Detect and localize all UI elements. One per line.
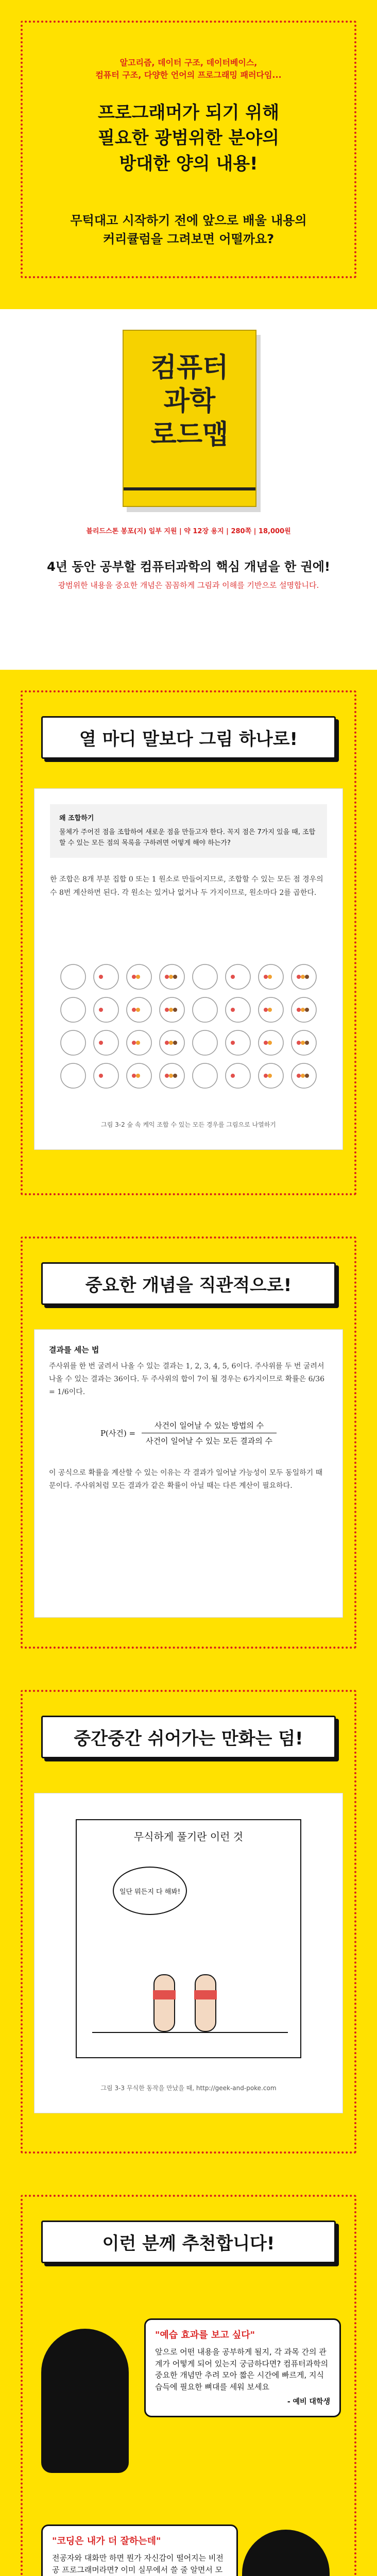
book-cover-title: 컴퓨터 과학 로드맵	[150, 352, 229, 450]
topping	[305, 1074, 309, 1078]
persona-1-silhouette	[41, 2329, 129, 2473]
book-section	[0, 309, 377, 670]
topping	[132, 975, 136, 979]
topping	[99, 1008, 103, 1012]
section-title: 열 마디 말보다 그림 하나로!	[41, 716, 336, 759]
comic-figures	[92, 1944, 288, 2047]
speech-bubble	[113, 1867, 187, 1915]
topping	[301, 975, 305, 979]
headline: 프로그래머가 되기 위해 필요한 광범위한 분야의 방대한 양의 내용!	[97, 103, 280, 174]
topping	[173, 1074, 177, 1078]
formula-lhs: P(사건) =	[100, 1428, 136, 1438]
topping	[165, 1008, 169, 1012]
topic-tags: 알고리즘, 데이터 구조, 데이터베이스, 컴퓨터 구조, 다양한 언어의 프로그래밍 패러다임...	[95, 58, 282, 80]
plate	[193, 997, 217, 1022]
topping	[305, 975, 309, 979]
topping	[136, 1074, 140, 1078]
topping	[165, 975, 169, 979]
topping	[136, 1008, 140, 1012]
topping	[132, 1008, 136, 1012]
topping	[165, 1074, 169, 1078]
topping	[301, 1074, 305, 1078]
recommend-section	[0, 2174, 377, 2576]
problem-paragraph: 한 조합은 8개 부분 집합 0 또는 1 원소로 만들어지므로, 조합할 수 있는 모든 점 경우의 수 8번 계산하면 된다. 각 원소는 있거나 없거나 두 가지이므로, 원소마다 2를 곱한다.	[50, 875, 323, 897]
topping	[297, 1074, 301, 1078]
topping	[169, 975, 173, 979]
formula-numerator: 사건이 일어날 수 있는 방법의 수	[142, 1420, 277, 1433]
persona-2-title: "코딩은 내가 더 잘하는데"	[52, 2536, 161, 2547]
plate	[94, 964, 118, 989]
concept-paragraph-2: 이 공식으로 확률을 계산할 수 있는 이유는 각 결과가 일어날 가능성이 모두 동일하기 때문이다. 주사위처럼 모든 결과가 같은 확률이 아닐 때는 다른 계산이 필요하다.	[49, 1468, 323, 1490]
section-title: 중간중간 쉬어가는 만화는 덤!	[41, 1716, 336, 1758]
persona-1-body: 앞으로 어떤 내용을 공부하게 될지, 각 과목 간의 관계가 어떻게 되어 있는지 궁금하다면? 컴퓨터과학의 중요한 개념만 추려 모아 짧은 시간에 빠르게, 지식 습득에 필요한 뼈대를 세워 보세요	[155, 2347, 329, 2392]
comic-card	[34, 1793, 343, 2113]
topping	[165, 1041, 169, 1045]
topping	[132, 1041, 136, 1045]
section-title: 이런 분께 추천합니다!	[41, 2221, 336, 2263]
topping	[132, 1074, 136, 1078]
example-card	[34, 788, 343, 1150]
topping	[305, 1008, 309, 1012]
topping	[268, 1008, 272, 1012]
plate	[61, 997, 85, 1022]
concept-heading: 결과를 세는 법	[49, 1345, 99, 1354]
plate	[193, 1063, 217, 1088]
plate	[226, 964, 250, 989]
topping	[301, 1008, 305, 1012]
concept-card	[34, 1329, 343, 1618]
topping	[264, 1074, 268, 1078]
concept-section	[0, 1216, 377, 1669]
plate	[61, 964, 85, 989]
topping	[231, 1074, 235, 1078]
topping	[231, 1041, 235, 1045]
topping	[231, 1008, 235, 1012]
topping	[268, 1041, 272, 1045]
topping	[99, 1074, 103, 1078]
summary-title: 4년 동안 공부할 컴퓨터과학의 핵심 개념을 한 권에!	[47, 560, 330, 574]
book-price: 블리드스톤 봉포(지) 일부 지원 | 약 12장 용지 | 280쪽 | 18,000원	[86, 528, 291, 535]
concept-paragraph-1: 주사위를 한 번 굴려서 나올 수 있는 결과는 1, 2, 3, 4, 5, 6이다. 주사위를 두 번 굴려서 나올 수 있는 결과는 36이다. 두 주사위의 합이 7이 될 경우는 6가지이므로 확률은 6/36 = 1/6이다.	[49, 1362, 325, 1397]
topping	[169, 1008, 173, 1012]
intro-section	[0, 0, 377, 309]
formula-denominator: 사건이 일어날 수 있는 모든 결과의 수	[146, 1436, 273, 1446]
topping	[173, 1041, 177, 1045]
topping	[297, 1041, 301, 1045]
comic-panel	[76, 1819, 301, 2058]
topping	[264, 1008, 268, 1012]
figure-caption: 그림 3-2 숲 속 케익 조합 수 있는 모든 경우를 그림으로 나열하기	[101, 1121, 276, 1128]
plate	[61, 1063, 85, 1088]
plate	[94, 1030, 118, 1055]
book-cover	[123, 330, 256, 507]
problem-box	[50, 804, 327, 858]
summary-subtitle: 광범위한 내용을 중요한 개념은 꼼꼼하게 그림과 이해를 기반으로 설명합니다.	[58, 581, 319, 590]
topping	[264, 975, 268, 979]
topping	[297, 1008, 301, 1012]
problem-heading: 왜 조합하기	[59, 815, 94, 822]
comic-title: 무식하게 풀기란 이런 것	[133, 1831, 244, 1843]
persona-2-body: 전공자와 대화만 하면 뭔가 자신감이 떨어지는 비전공 프로그래머라면? 이미 실무에서 쓸 줄 알면서 모	[52, 2553, 224, 2574]
topping	[99, 975, 103, 979]
combination-figure	[55, 959, 322, 1103]
plate	[94, 1063, 118, 1088]
curriculum-question: 무턱대고 시작하기 전에 앞으로 배울 내용의 커리큘럼을 그려보면 어떨까요?	[70, 213, 307, 246]
plate	[61, 1030, 85, 1055]
problem-text: 물체가 주어진 점을 조합하여 새로운 점을 만들고자 한다. 꼭지 점은 7가지 있을 때, 조합할 수 있는 모든 점의 목록을 구하려면 어떻게 해야 하는가?	[59, 828, 316, 847]
topping	[231, 975, 235, 979]
topping	[136, 1041, 140, 1045]
picture-section	[0, 670, 377, 1216]
plate	[94, 997, 118, 1022]
comic-caption: 그림 3-3 무식한 동작을 만났을 때, http://geek-and-poke.com	[100, 2084, 277, 2092]
persona-1-who: - 예비 대학생	[287, 2398, 330, 2406]
section-title: 중요한 개념을 직관적으로!	[41, 1262, 336, 1305]
topping	[264, 1041, 268, 1045]
topping	[173, 975, 177, 979]
plate	[193, 964, 217, 989]
topping	[297, 975, 301, 979]
topping	[268, 975, 272, 979]
persona-2-quote	[41, 2524, 238, 2576]
plate	[226, 1063, 250, 1088]
topping	[169, 1041, 173, 1045]
topping	[305, 1041, 309, 1045]
topping	[136, 975, 140, 979]
comic-section	[0, 1669, 377, 2174]
topping	[301, 1041, 305, 1045]
plate	[226, 1030, 250, 1055]
speech-bubble-text: 일단 뭐든지 다 해봐!	[119, 1888, 181, 1896]
topping	[173, 1008, 177, 1012]
combination-grid	[55, 959, 323, 1103]
plate	[226, 997, 250, 1022]
book-cover-stripe	[124, 487, 255, 490]
plate	[193, 1030, 217, 1055]
persona-1-quote	[144, 2318, 341, 2417]
persona-1-title: "예습 효과를 보고 싶다"	[155, 2330, 255, 2341]
topping	[268, 1074, 272, 1078]
topping	[99, 1041, 103, 1045]
topping	[169, 1074, 173, 1078]
probability-formula	[49, 1420, 328, 1446]
